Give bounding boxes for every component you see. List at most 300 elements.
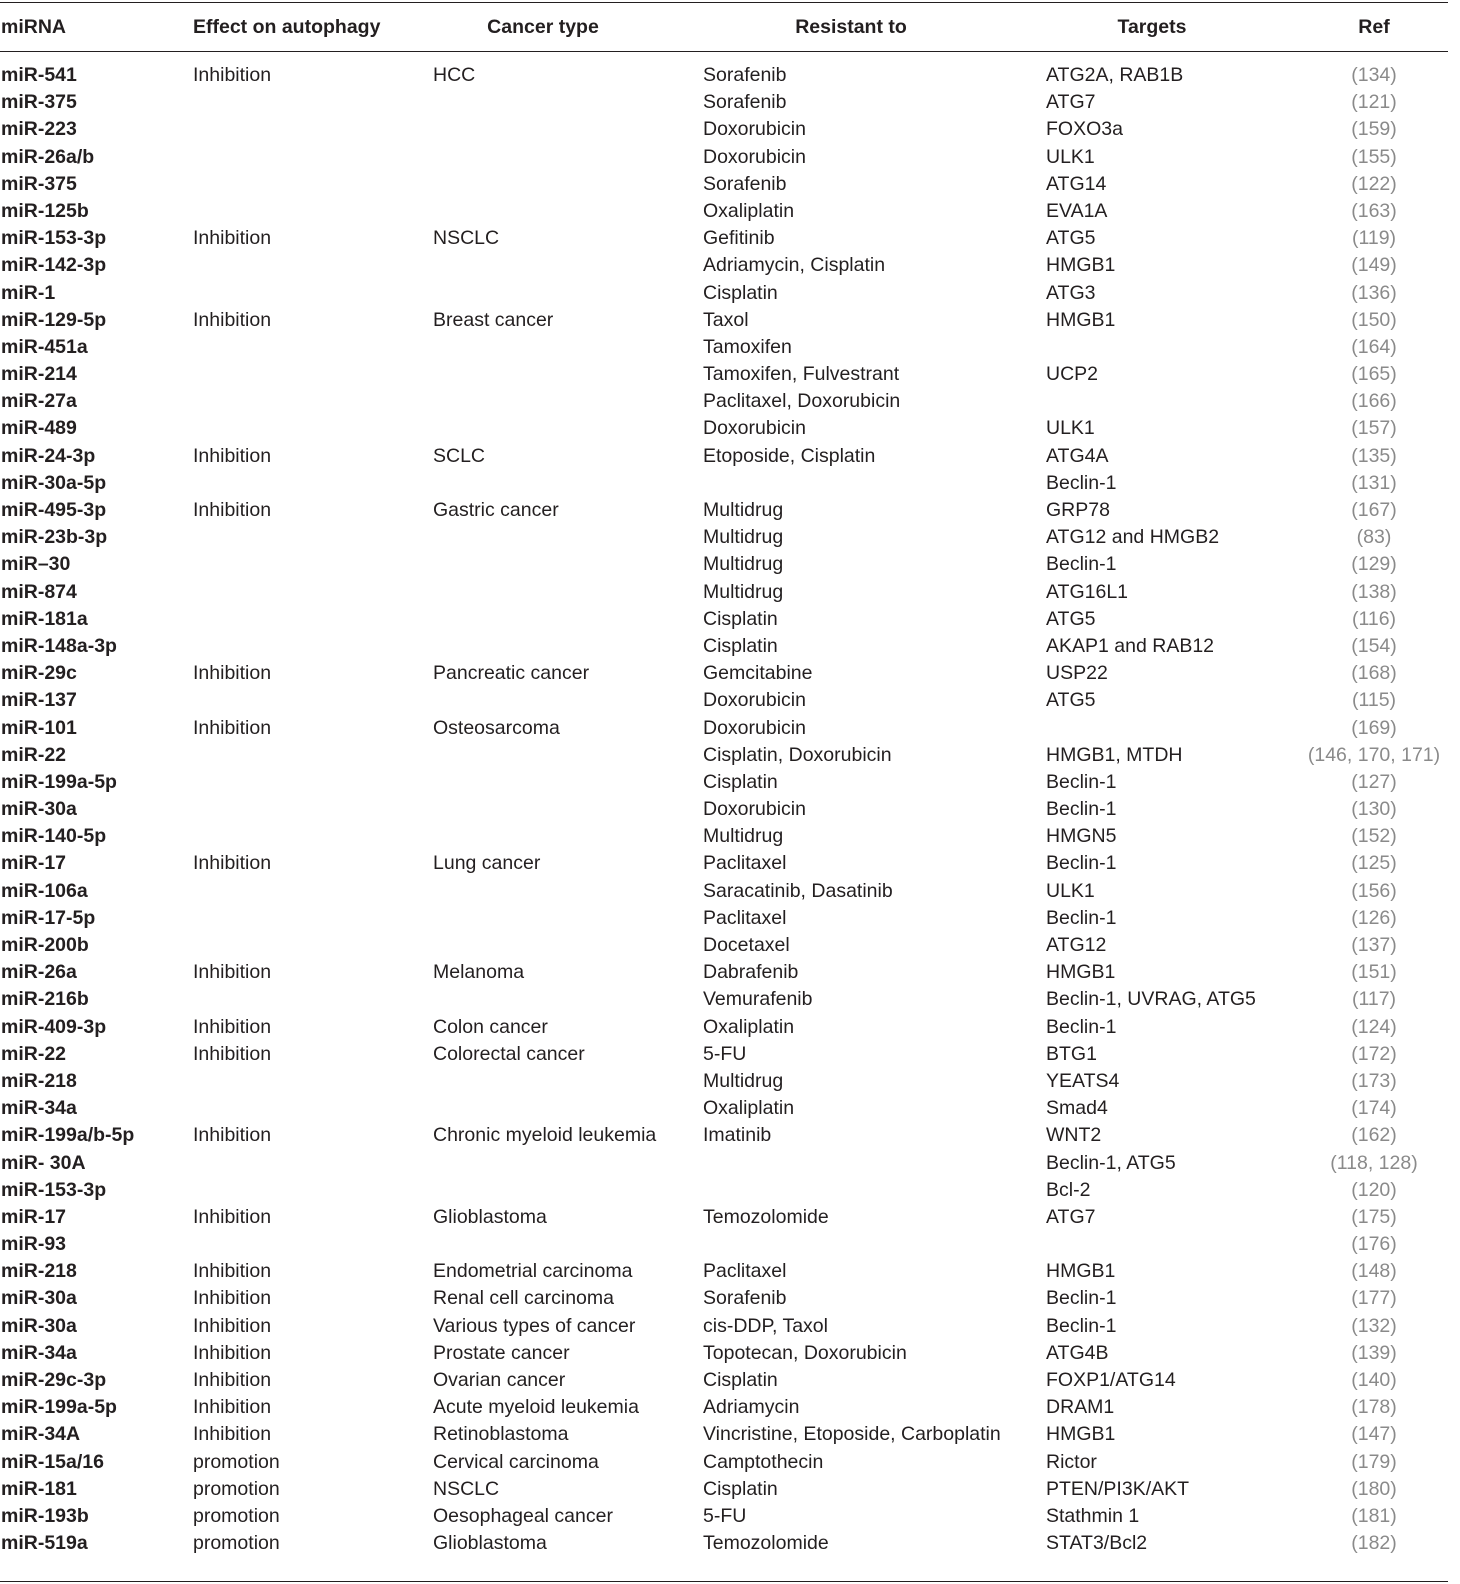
cell-mirna: miR-199a-5p — [1, 1396, 117, 1419]
cell-ref: (149) — [1351, 254, 1397, 277]
cell-resistant-to: Paclitaxel — [703, 1260, 787, 1283]
cell-effect: Inhibition — [193, 1260, 272, 1283]
header-cancer-type: Cancer type — [487, 16, 599, 38]
cell-ref: (167) — [1351, 499, 1397, 521]
cell-cancer-type: Colon cancer — [433, 1015, 548, 1038]
cell-resistant-to: Dabrafenib — [703, 961, 799, 984]
cell-resistant-to: Multidrug — [703, 825, 784, 848]
cell-mirna: miR-1 — [1, 281, 56, 304]
cell-ref: (126) — [1351, 906, 1397, 929]
cell-mirna: miR-223 — [1, 118, 77, 141]
table-row — [0, 470, 1448, 497]
cell-resistant-to: Multidrug — [703, 526, 784, 549]
table-row — [0, 1014, 1448, 1041]
cell-resistant-to: Oxaliplatin — [703, 1097, 795, 1120]
cell-mirna: miR-24-3p — [1, 444, 96, 467]
cell-ref: (135) — [1351, 444, 1397, 467]
cell-effect: Inhibition — [193, 1287, 272, 1310]
cell-targets: ATG16L1 — [1046, 580, 1129, 603]
table-row — [0, 1394, 1448, 1421]
cell-targets: HMGB1 — [1046, 1260, 1116, 1283]
cell-targets: USP22 — [1046, 662, 1108, 685]
cell-mirna: miR-30a — [1, 1314, 77, 1337]
table-row — [0, 443, 1448, 470]
cell-targets: ATG5 — [1046, 607, 1096, 630]
cell-ref: (163) — [1351, 199, 1397, 222]
cell-mirna: miR-26a/b — [1, 145, 95, 168]
table-row — [0, 1041, 1448, 1068]
cell-mirna: miR-23b-3p — [1, 526, 108, 549]
cell-ref: (164) — [1351, 335, 1397, 358]
cell-targets: HMGB1, MTDH — [1046, 743, 1183, 766]
cell-ref: (136) — [1351, 281, 1397, 304]
cell-targets: Beclin-1, UVRAG, ATG5 — [1046, 988, 1256, 1011]
cell-ref: (177) — [1351, 1287, 1397, 1310]
cell-cancer-type: Osteosarcoma — [433, 716, 560, 739]
cell-ref: (178) — [1351, 1396, 1397, 1419]
table-row — [0, 579, 1448, 606]
cell-resistant-to: Doxorubicin — [703, 716, 806, 739]
table-row — [0, 986, 1448, 1013]
cell-targets: HMGB1 — [1046, 254, 1116, 277]
table-row — [0, 415, 1448, 442]
cell-cancer-type: Gastric cancer — [433, 499, 559, 521]
cell-targets: Beclin-1 — [1046, 798, 1117, 821]
cell-resistant-to: Multidrug — [703, 1069, 784, 1092]
table-row — [0, 171, 1448, 198]
header-mirna: miRNA — [1, 16, 67, 38]
cell-mirna: miR-495-3p — [1, 499, 107, 521]
table-row — [0, 1449, 1448, 1476]
cell-targets: Beclin-1 — [1046, 471, 1117, 494]
cell-mirna: miR-218 — [1, 1069, 77, 1092]
table-row — [0, 361, 1448, 388]
cell-ref: (180) — [1351, 1477, 1397, 1500]
cell-resistant-to: Taxol — [703, 308, 749, 331]
cell-ref: (121) — [1351, 91, 1397, 114]
cell-cancer-type: HCC — [433, 64, 476, 86]
cell-mirna: miR-15a/16 — [1, 1450, 104, 1473]
table-row — [0, 62, 1448, 89]
cell-mirna: miR-153-3p — [1, 1178, 107, 1201]
cell-targets: HMGN5 — [1046, 825, 1117, 848]
cell-targets: Stathmin 1 — [1046, 1504, 1140, 1527]
cell-mirna: miR-106a — [1, 879, 88, 902]
cell-mirna: miR-29c-3p — [1, 1369, 107, 1391]
cell-targets: ULK1 — [1046, 145, 1095, 168]
cell-targets: EVA1A — [1046, 199, 1108, 222]
cell-resistant-to: Gemcitabine — [703, 662, 813, 685]
cell-mirna: miR–30 — [1, 553, 71, 576]
cell-effect: promotion — [193, 1450, 280, 1473]
cell-ref: (151) — [1351, 961, 1397, 984]
cell-effect: Inhibition — [193, 1314, 272, 1337]
cell-mirna: miR-193b — [1, 1504, 89, 1527]
cell-ref: (140) — [1351, 1369, 1397, 1391]
cell-mirna: miR-30a — [1, 798, 77, 821]
cell-mirna: miR-200b — [1, 934, 89, 956]
cell-resistant-to: Cisplatin — [703, 1477, 778, 1500]
cell-ref: (165) — [1351, 363, 1397, 386]
cell-mirna: miR-142-3p — [1, 254, 107, 277]
table-row — [0, 144, 1448, 171]
cell-targets: ATG4B — [1046, 1341, 1109, 1364]
cell-ref: (122) — [1351, 172, 1397, 195]
table-row — [0, 932, 1448, 959]
cell-cancer-type: Prostate cancer — [433, 1341, 570, 1364]
cell-mirna: miR-34a — [1, 1097, 77, 1120]
table-row — [0, 1068, 1448, 1095]
cell-ref: (156) — [1351, 879, 1397, 902]
cell-effect: Inhibition — [193, 1396, 272, 1419]
cell-targets: Beclin-1, ATG5 — [1046, 1151, 1176, 1174]
cell-resistant-to: Adriamycin, Cisplatin — [703, 254, 886, 277]
cell-targets: ATG5 — [1046, 689, 1096, 712]
cell-mirna: miR-140-5p — [1, 825, 107, 848]
cell-effect: Inhibition — [193, 852, 272, 875]
cell-cancer-type: Pancreatic cancer — [433, 662, 590, 685]
cell-ref: (148) — [1351, 1260, 1397, 1283]
cell-resistant-to: Doxorubicin — [703, 118, 806, 141]
cell-ref: (157) — [1351, 417, 1397, 440]
table-row — [0, 823, 1448, 850]
cell-resistant-to: Saracatinib, Dasatinib — [703, 879, 893, 902]
cell-ref: (182) — [1351, 1532, 1397, 1555]
table-row — [0, 742, 1448, 769]
cell-ref: (138) — [1351, 580, 1397, 603]
cell-mirna: miR-34A — [1, 1423, 81, 1446]
cell-mirna: miR-214 — [1, 363, 77, 386]
cell-mirna: miR-101 — [1, 716, 77, 739]
header-resistant-to: Resistant to — [795, 16, 907, 38]
cell-ref: (147) — [1351, 1423, 1397, 1446]
cell-effect: Inhibition — [193, 499, 272, 521]
cell-cancer-type: SCLC — [433, 444, 486, 467]
cell-targets: WNT2 — [1046, 1124, 1102, 1147]
cell-mirna: miR-489 — [1, 417, 77, 440]
table-row — [0, 715, 1448, 742]
cell-mirna: miR-34a — [1, 1341, 77, 1364]
cell-cancer-type: Endometrial carcinoma — [433, 1260, 633, 1283]
cell-resistant-to: Sorafenib — [703, 172, 787, 195]
cell-resistant-to: Sorafenib — [703, 64, 787, 86]
cell-ref: (174) — [1351, 1097, 1397, 1120]
header-ref: Ref — [1358, 16, 1390, 38]
table-row — [0, 89, 1448, 116]
cell-targets: Beclin-1 — [1046, 906, 1117, 929]
cell-resistant-to: Multidrug — [703, 499, 784, 521]
table-row — [0, 1095, 1448, 1122]
cell-mirna: miR-199a/b-5p — [1, 1124, 135, 1147]
cell-resistant-to: Gefitinib — [703, 227, 775, 250]
cell-targets: PTEN/PI3K/AKT — [1046, 1477, 1190, 1500]
table-row — [0, 769, 1448, 796]
cell-resistant-to: Sorafenib — [703, 1287, 787, 1310]
cell-ref: (172) — [1351, 1042, 1397, 1065]
cell-cancer-type: Melanoma — [433, 961, 525, 984]
cell-targets: AKAP1 and RAB12 — [1046, 634, 1215, 657]
cell-mirna: miR-541 — [1, 64, 77, 86]
cell-resistant-to: Imatinib — [703, 1124, 772, 1147]
cell-targets: HMGB1 — [1046, 1423, 1116, 1446]
table-row — [0, 606, 1448, 633]
cell-ref: (134) — [1351, 64, 1397, 86]
cell-targets: Beclin-1 — [1046, 553, 1117, 576]
cell-cancer-type: Lung cancer — [433, 852, 541, 875]
cell-ref: (175) — [1351, 1205, 1397, 1228]
cell-effect: Inhibition — [193, 444, 272, 467]
cell-effect: Inhibition — [193, 961, 272, 984]
cell-ref: (176) — [1351, 1233, 1397, 1256]
cell-ref: (168) — [1351, 662, 1397, 685]
cell-resistant-to: Cisplatin — [703, 607, 778, 630]
cell-effect: Inhibition — [193, 1341, 272, 1364]
cell-effect: promotion — [193, 1504, 280, 1527]
table-row — [0, 1150, 1448, 1177]
cell-mirna: miR-17-5p — [1, 906, 96, 929]
cell-cancer-type: NSCLC — [433, 227, 500, 250]
table-row — [0, 1204, 1448, 1231]
table-row — [0, 1476, 1448, 1503]
cell-targets: ATG5 — [1046, 227, 1096, 250]
table-row — [0, 334, 1448, 361]
table-row — [0, 307, 1448, 334]
table-row — [0, 551, 1448, 578]
cell-ref: (146, 170, 171) — [1307, 743, 1441, 766]
table-row — [0, 1231, 1448, 1258]
cell-resistant-to: Vemurafenib — [703, 988, 813, 1011]
cell-targets: ATG2A, RAB1B — [1046, 64, 1184, 86]
cell-mirna: miR-218 — [1, 1260, 77, 1283]
cell-ref: (131) — [1351, 471, 1397, 494]
cell-resistant-to: Multidrug — [703, 580, 784, 603]
cell-effect: Inhibition — [193, 1124, 272, 1147]
table-row — [0, 1258, 1448, 1285]
cell-ref: (117) — [1351, 988, 1397, 1011]
cell-targets: GRP78 — [1046, 499, 1110, 521]
table-row — [0, 1122, 1448, 1149]
cell-resistant-to: Doxorubicin — [703, 145, 806, 168]
cell-mirna: miR-375 — [1, 172, 77, 195]
cell-targets: ATG12 and HMGB2 — [1046, 526, 1220, 549]
table-row — [0, 116, 1448, 143]
cell-resistant-to: Cisplatin — [703, 1369, 778, 1391]
cell-ref: (130) — [1351, 798, 1397, 821]
cell-mirna: miR-93 — [1, 1233, 67, 1256]
table-row — [0, 959, 1448, 986]
cell-cancer-type: Cervical carcinoma — [433, 1450, 599, 1473]
cell-ref: (137) — [1351, 934, 1397, 956]
table-row — [0, 1285, 1448, 1312]
cell-effect: Inhibition — [193, 1369, 272, 1391]
cell-resistant-to: Camptothecin — [703, 1450, 824, 1473]
cell-targets: ATG7 — [1046, 1205, 1096, 1228]
cell-effect: Inhibition — [193, 1015, 272, 1038]
cell-cancer-type: Colorectal cancer — [433, 1042, 585, 1065]
table-top-rule — [0, 2, 1448, 3]
cell-ref: (119) — [1351, 227, 1397, 250]
cell-targets: Beclin-1 — [1046, 1314, 1117, 1337]
cell-targets: Beclin-1 — [1046, 1015, 1117, 1038]
cell-cancer-type: Oesophageal cancer — [433, 1504, 613, 1527]
cell-resistant-to: Vincristine, Etoposide, Carboplatin — [703, 1423, 1001, 1446]
cell-targets: FOXO3a — [1046, 118, 1123, 141]
cell-ref: (159) — [1351, 118, 1397, 141]
cell-resistant-to: Temozolomide — [703, 1205, 829, 1228]
cell-targets: ATG14 — [1046, 172, 1107, 195]
table-row — [0, 633, 1448, 660]
cell-mirna: miR-148a-3p — [1, 634, 117, 657]
cell-cancer-type: Ovarian cancer — [433, 1369, 566, 1391]
cell-resistant-to: 5-FU — [703, 1042, 747, 1065]
table-row — [0, 1313, 1448, 1340]
cell-targets: Smad4 — [1046, 1097, 1108, 1120]
cell-ref: (162) — [1351, 1124, 1397, 1147]
cell-ref: (139) — [1351, 1341, 1397, 1364]
cell-ref: (129) — [1351, 553, 1397, 576]
table-row — [0, 796, 1448, 823]
cell-resistant-to: Doxorubicin — [703, 798, 806, 821]
cell-mirna: miR-29c — [1, 662, 77, 685]
cell-targets: Bcl-2 — [1046, 1178, 1091, 1201]
table-row — [0, 198, 1448, 225]
cell-resistant-to: Cisplatin, Doxorubicin — [703, 743, 892, 766]
cell-targets: FOXP1/ATG14 — [1046, 1369, 1176, 1391]
cell-cancer-type: Retinoblastoma — [433, 1423, 569, 1446]
cell-ref: (132) — [1351, 1314, 1397, 1337]
cell-targets: Beclin-1 — [1046, 1287, 1117, 1310]
cell-resistant-to: Sorafenib — [703, 91, 787, 114]
table-row — [0, 1177, 1448, 1204]
cell-targets: STAT3/Bcl2 — [1046, 1532, 1148, 1555]
cell-mirna: miR-181 — [1, 1477, 77, 1500]
cell-resistant-to: Tamoxifen — [703, 335, 792, 358]
cell-mirna: miR-125b — [1, 199, 89, 222]
header-effect-on-autophagy: Effect on autophagy — [193, 16, 381, 38]
table-row — [0, 1421, 1448, 1448]
cell-effect: Inhibition — [193, 64, 272, 86]
cell-targets: HMGB1 — [1046, 308, 1116, 331]
cell-targets: Beclin-1 — [1046, 770, 1117, 793]
table-row — [0, 850, 1448, 877]
cell-ref: (127) — [1351, 770, 1397, 793]
cell-mirna: miR-22 — [1, 743, 67, 766]
cell-cancer-type: Renal cell carcinoma — [433, 1287, 614, 1310]
cell-cancer-type: Chronic myeloid leukemia — [433, 1124, 657, 1147]
cell-mirna: miR-129-5p — [1, 308, 107, 331]
cell-ref: (179) — [1351, 1450, 1397, 1473]
table-row — [0, 388, 1448, 415]
cell-effect: Inhibition — [193, 227, 272, 250]
cell-effect: Inhibition — [193, 716, 272, 739]
cell-mirna: miR-22 — [1, 1042, 67, 1065]
cell-effect: promotion — [193, 1477, 280, 1500]
cell-cancer-type: Acute myeloid leukemia — [433, 1396, 639, 1419]
header-targets: Targets — [1117, 16, 1187, 38]
cell-mirna: miR-153-3p — [1, 227, 107, 250]
cell-ref: (118, 128) — [1330, 1151, 1418, 1174]
cell-targets: YEATS4 — [1046, 1069, 1120, 1092]
cell-mirna: miR-375 — [1, 91, 77, 114]
cell-mirna: miR-26a — [1, 961, 77, 984]
cell-resistant-to: Cisplatin — [703, 770, 778, 793]
cell-mirna: miR-519a — [1, 1532, 88, 1555]
table-row — [0, 660, 1448, 687]
cell-ref: (152) — [1351, 825, 1397, 848]
cell-resistant-to: Oxaliplatin — [703, 1015, 795, 1038]
cell-resistant-to: Doxorubicin — [703, 689, 806, 712]
cell-targets: HMGB1 — [1046, 961, 1116, 984]
cell-mirna: miR-451a — [1, 335, 88, 358]
cell-resistant-to: Docetaxel — [703, 934, 790, 956]
table-row — [0, 687, 1448, 714]
cell-resistant-to: Cisplatin — [703, 281, 778, 304]
cell-ref: (124) — [1351, 1015, 1397, 1038]
table-row — [0, 1530, 1448, 1557]
table-body — [0, 62, 1448, 1557]
cell-targets: UCP2 — [1046, 363, 1099, 386]
header-divider-rule — [0, 51, 1448, 52]
table-row — [0, 1367, 1448, 1394]
cell-mirna: miR-137 — [1, 689, 77, 712]
cell-ref: (154) — [1351, 634, 1397, 657]
cell-ref: (83) — [1356, 526, 1392, 549]
cell-resistant-to: Paclitaxel — [703, 852, 787, 875]
cell-ref: (173) — [1351, 1069, 1397, 1092]
cell-effect: promotion — [193, 1532, 280, 1555]
cell-resistant-to: Topotecan, Doxorubicin — [703, 1341, 907, 1364]
cell-resistant-to: Multidrug — [703, 553, 784, 576]
cell-mirna: miR-30a-5p — [1, 471, 107, 494]
cell-mirna: miR-17 — [1, 1205, 67, 1228]
cell-effect: Inhibition — [193, 1423, 272, 1446]
cell-ref: (116) — [1351, 607, 1397, 630]
cell-mirna: miR-216b — [1, 988, 89, 1011]
cell-ref: (120) — [1351, 1178, 1397, 1201]
cell-mirna: miR- 30A — [1, 1151, 86, 1174]
cell-mirna: miR-181a — [1, 607, 88, 630]
cell-resistant-to: cis-DDP, Taxol — [703, 1314, 828, 1337]
cell-resistant-to: Paclitaxel, Doxorubicin — [703, 390, 901, 413]
cell-effect: Inhibition — [193, 1205, 272, 1228]
table-row — [0, 524, 1448, 551]
cell-ref: (166) — [1351, 390, 1397, 413]
cell-cancer-type: Breast cancer — [433, 308, 554, 331]
table-row — [0, 225, 1448, 252]
table-row — [0, 252, 1448, 279]
cell-targets: ULK1 — [1046, 879, 1095, 902]
cell-targets: DRAM1 — [1046, 1396, 1115, 1419]
cell-mirna: miR-27a — [1, 390, 77, 413]
table-row — [0, 1340, 1448, 1367]
cell-effect: Inhibition — [193, 1042, 272, 1065]
cell-effect: Inhibition — [193, 662, 272, 685]
cell-targets: ULK1 — [1046, 417, 1095, 440]
cell-mirna: miR-30a — [1, 1287, 77, 1310]
cell-ref: (115) — [1351, 689, 1397, 712]
table-bottom-rule — [0, 1581, 1448, 1582]
cell-ref: (181) — [1351, 1504, 1397, 1527]
table-row — [0, 280, 1448, 307]
cell-ref: (155) — [1351, 145, 1397, 168]
cell-mirna: miR-409-3p — [1, 1015, 107, 1038]
cell-resistant-to: Adriamycin — [703, 1396, 800, 1419]
cell-resistant-to: 5-FU — [703, 1504, 747, 1527]
cell-resistant-to: Doxorubicin — [703, 417, 806, 440]
cell-cancer-type: Various types of cancer — [433, 1314, 636, 1337]
table-row — [0, 1503, 1448, 1530]
cell-resistant-to: Cisplatin — [703, 634, 778, 657]
